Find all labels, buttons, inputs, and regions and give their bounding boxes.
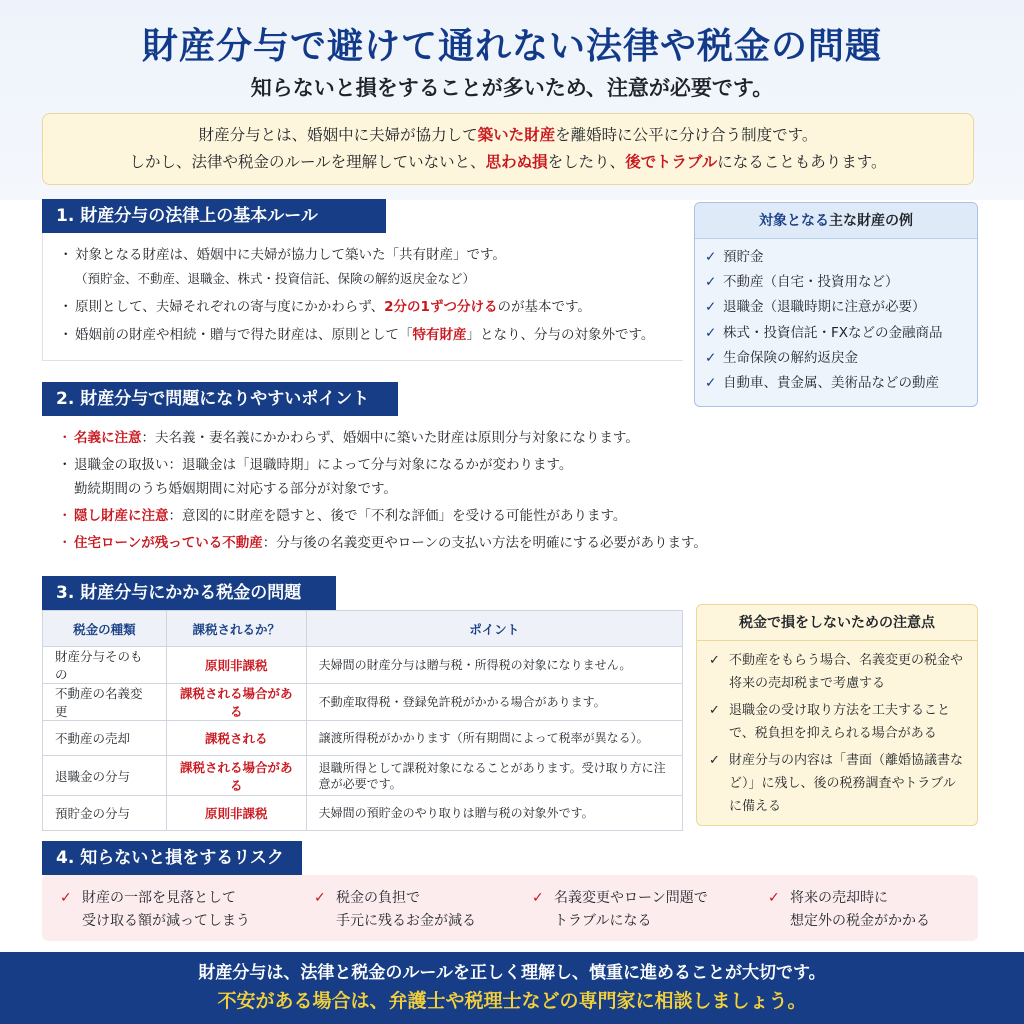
list-item-text: 生命保険の解約返戻金 [723, 349, 858, 366]
list-item-highlight: 2分の1ずつ分ける [384, 299, 498, 315]
list-item [705, 649, 965, 695]
risk-text: トラブルになる [554, 913, 652, 929]
section-2-heading: 2. 財産分与で問題になりやすいポイント [42, 382, 398, 416]
column-header: 課税されるか？ [166, 611, 306, 647]
table-cell: 預貯金の分与 [43, 796, 167, 831]
section-2-body [42, 416, 978, 558]
list-item [57, 323, 683, 347]
check-icon: ✓ [709, 753, 720, 768]
intro-text: しかし、法律や税金のルールを理解していないと、 [129, 153, 486, 171]
table-row [43, 647, 683, 684]
list-item-text: のが基本です。 [497, 299, 591, 315]
tax-tips-heading: 税金で損をしないための注意点 [697, 605, 977, 641]
intro-text: 財産分与とは、婚姻中に夫婦が協力して [198, 126, 478, 144]
tax-tips-box [696, 604, 978, 826]
list-item [56, 453, 978, 501]
table-cell: 退職金の分与 [43, 756, 167, 796]
check-icon: ✓ [768, 890, 780, 906]
check-icon: ✓ [314, 890, 326, 906]
intro-text: になることもあります。 [717, 153, 887, 171]
list-item-subtext: （預貯金、不動産、退職金、株式・投資信託、保険の解約返戻金など） [75, 271, 476, 286]
list-item-text: 預貯金 [723, 249, 764, 265]
list-item-text: 自動車、貴金属、美術品などの動産 [723, 375, 939, 392]
risk-text: 想定外の税金がかかる [790, 913, 930, 929]
table-cell-status: 原則非課税 [166, 796, 306, 831]
section-1-body [42, 233, 683, 361]
check-icon: ✓ [705, 375, 717, 392]
list-item-text: 株式・投資信託・FXなどの金融商品 [723, 324, 943, 341]
column-header: 税金の種類 [43, 611, 167, 647]
table-row [43, 796, 683, 831]
table-header-row [43, 611, 683, 647]
list-item [57, 243, 683, 291]
table-cell: 譲渡所得税がかかります（所有期間によって税率が異なる）。 [306, 721, 682, 756]
risk-text: 受け取る額が減ってしまう [82, 913, 250, 929]
table-cell: 夫婦間の預貯金のやり取りは贈与税の対象外です。 [306, 796, 682, 831]
page-subtitle: 知らないと損をすることが多いため、注意が必要です。 [250, 76, 774, 100]
footer-line-2: 不安がある場合は、弁護士や税理士などの専門家に相談しましょう。 [217, 990, 807, 1012]
list-item-highlight: 隠し財産に注意 [74, 508, 169, 524]
list-item-text: 財産分与の内容は「書面（離婚協議書など）」に残し、後の税務調査やトラブルに備える [729, 753, 964, 814]
risk-text: 税金の負担で [336, 890, 420, 906]
list-item-text: 婚姻前の財産や相続・贈与で得た財産は、原則として「 [75, 327, 413, 343]
list-item-highlight: 住宅ローンが残っている不動産 [74, 535, 263, 551]
table-cell-status: 課税される場合がある [166, 684, 306, 721]
list-item [705, 749, 965, 818]
risk-text: 将来の売却時に [790, 890, 888, 906]
list-item [695, 295, 977, 320]
list-item [56, 426, 978, 450]
assets-list [695, 239, 977, 396]
list-item-highlight: 特有財産 [412, 327, 467, 343]
intro-highlight: 後でトラブル [625, 153, 718, 171]
check-icon: ✓ [705, 249, 717, 265]
list-item [56, 504, 978, 528]
table-cell-status: 課税される場合がある [166, 756, 306, 796]
list-item [695, 270, 977, 295]
list-item-text: 退職金の取扱い：退職金は「退職時期」によって分与対象になるかが変わります。 [74, 457, 573, 473]
list-item-text: ：分与後の名義変更やローンの支払い方法を明確にする必要があります。 [262, 535, 707, 551]
list-item-text: 退職金（退職時期に注意が必要） [723, 299, 926, 316]
table-cell: 財産分与そのもの [43, 647, 167, 684]
risk-item [60, 887, 250, 933]
list-item [695, 321, 977, 346]
section-3-heading: 3. 財産分与にかかる税金の問題 [42, 576, 336, 610]
assets-heading-dark: 主な財産の例 [829, 213, 913, 229]
table-cell: 夫婦間の財産分与は贈与税・所得税の対象になりません。 [306, 647, 682, 684]
list-item-text: 不動産をもらう場合、名義変更の税金や将来の売却税まで考慮する [729, 653, 964, 691]
check-icon: ✓ [705, 349, 717, 366]
list-item-text: 原則として、夫婦それぞれの寄与度にかかわらず、 [75, 299, 385, 315]
list-item-text: 退職金の受け取り方法を工夫することで、税負担を抑えられる場合がある [729, 703, 951, 741]
footer-banner [0, 952, 1024, 1024]
page-title: 財産分与で避けて通れない法律や税金の問題 [141, 26, 882, 67]
risk-text: 手元に残るお金が減る [336, 913, 476, 929]
assets-example-box [694, 202, 978, 407]
check-icon: ✓ [532, 890, 544, 906]
intro-box [42, 113, 974, 185]
assets-box-heading [695, 203, 977, 239]
list-item-text: 対象となる財産は、婚姻中に夫婦が協力して築いた「共有財産」です。 [75, 247, 506, 263]
list-item [695, 346, 977, 371]
risk-item [768, 887, 930, 933]
check-icon: ✓ [705, 299, 717, 316]
section-1-heading: 1. 財産分与の法律上の基本ルール [42, 199, 386, 233]
table-cell: 不動産の売却 [43, 721, 167, 756]
list-item-text: 不動産（自宅・投資用など） [723, 274, 899, 291]
table-cell-status: 原則非課税 [166, 647, 306, 684]
check-icon: ✓ [709, 653, 720, 668]
risk-item [314, 887, 476, 933]
list-item [705, 699, 965, 745]
table-cell: 不動産の名義変更 [43, 684, 167, 721]
risk-text: 名義変更やローン問題で [554, 890, 708, 906]
check-icon: ✓ [705, 324, 717, 341]
intro-highlight: 思わぬ損 [485, 153, 548, 171]
list-item-text: 」となり、分与の対象外です。 [466, 327, 655, 343]
section-2-list [42, 416, 978, 555]
list-item-text: ：意図的に財産を隠すと、後で「不利な評価」を受ける可能性があります。 [168, 508, 627, 524]
list-item-subtext: 勤続期間のうち婚姻期間に対応する部分が対象です。 [74, 481, 397, 497]
intro-text: を離婚時に公平に分け合う制度です。 [555, 126, 818, 144]
footer-line-1: 財産分与は、法律と税金のルールを正しく理解し、慎重に進めることが大切です。 [198, 963, 826, 983]
table-cell-status: 課税される [166, 721, 306, 756]
section-1-list [43, 233, 683, 347]
risk-box [42, 875, 978, 941]
list-item [57, 295, 683, 319]
list-item [695, 371, 977, 396]
risk-item [532, 887, 708, 933]
intro-text: をしたり、 [547, 153, 626, 171]
intro-line-2 [43, 149, 973, 176]
assets-heading-blue: 対象となる [759, 213, 829, 229]
list-item [56, 531, 978, 555]
table-cell: 不動産取得税・登録免許税がかかる場合があります。 [306, 684, 682, 721]
section-4-heading: 4. 知らないと損をするリスク [42, 841, 302, 875]
table-row [43, 684, 683, 721]
list-item [695, 245, 977, 270]
intro-highlight: 築いた財産 [477, 126, 556, 144]
intro-line-1 [43, 122, 973, 149]
table-row [43, 756, 683, 796]
table-cell: 退職所得として課税対象になることがあります。受け取り方に注意が必要です。 [306, 756, 682, 796]
list-item-highlight: 名義に注意 [74, 430, 142, 446]
check-icon: ✓ [60, 890, 72, 906]
tax-table [42, 610, 683, 831]
tax-tips-list [697, 641, 977, 818]
check-icon: ✓ [705, 274, 717, 291]
table-row [43, 721, 683, 756]
list-item-text: ：夫名義・妻名義にかかわらず、婚姻中に築いた財産は原則分与対象になります。 [141, 430, 639, 446]
risk-text: 財産の一部を見落として [82, 890, 236, 906]
column-header: ポイント [306, 611, 682, 647]
check-icon: ✓ [709, 703, 720, 718]
